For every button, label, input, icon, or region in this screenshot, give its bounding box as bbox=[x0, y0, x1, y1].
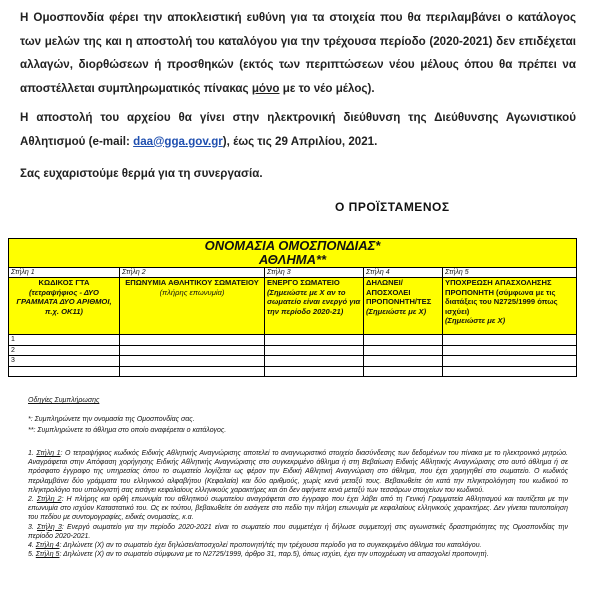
table-row bbox=[9, 356, 577, 367]
sport-heading: ΑΘΛΗΜΑ** bbox=[258, 252, 327, 267]
col-head-5-sub: (Σημειώστε με Χ) bbox=[445, 316, 506, 325]
col-head-5 bbox=[443, 278, 577, 335]
col-head-3-sub: (Σημειώστε με Χ αν το σωματείο είναι ενεργό για την περίοδο 2020-21) bbox=[267, 287, 361, 316]
row-cell[interactable] bbox=[120, 345, 265, 356]
table-title bbox=[9, 239, 577, 268]
row-cell[interactable] bbox=[364, 335, 443, 346]
row-cell[interactable] bbox=[265, 366, 364, 377]
instruction-label: Στήλη 2 bbox=[36, 496, 62, 504]
col-head-2-title: ΕΠΩΝΥΜΙΑ ΑΘΛΗΤΙΚΟΥ ΣΩΜΑΤΕΙΟΥ bbox=[125, 278, 259, 287]
para2-mid: ), έως τις bbox=[222, 134, 272, 148]
note-federation-name: *: Συμπληρώνετε την ονομασία της Ομοσπονδίας σας. bbox=[28, 416, 195, 423]
deadline-date: 29 Απριλίου, 2021 bbox=[275, 134, 375, 148]
instruction-text: : Δηλώνετε (Χ) αν το σωματείο σύμφωνα με το Ν2725/1999, άρθρο 31, παρ.5), όπως ισχύει, έχει την υποχρέωση να απασχολεί προπονητή. bbox=[59, 551, 489, 559]
instruction-item: 1. Στήλη 1: Ο τετραψήφιος κωδικός Ειδικής Αθλητικής Αναγνώρισης αποτελεί το αναγνωριστικό στοιχείο διασύνδεσης των δεδομένων του πίνακα με το ηλεκτρονικό μητρώο. Αναγράφεται στην Απόφαση χορήγησης Ειδικής Αθλητικής Αναγνώρισης στο συγκεκριμένο άθλημα ή στη Βεβαίωση Ειδικής Αθλητικής Αναγνώρισης στο αυτό άθλημα ή σε πρόσφατο έγγραφο της υπηρεσίας όπου το σωματείο λογίζεται ως φέρον την Ειδική Αθλητική Αναγνώριση στο άθλημα, που έχει χορηγηθεί στο σωματείο. Ο κωδικός περιλαμβάνει δύο γράμματα του ελληνικού αλφαβήτου (Κεφαλαία) και δύο αριθμούς, χωρίς κενά μεταξύ τους. Βεβαιωθείτε ότι κατά την πληκτρολόγηση του κωδικού το πληκτρολόγιο του υπολογιστή σας εισάγει κεφαλαίους ελληνικούς χαρακτήρες και ότι δεν αφήνετε κενά μεταξύ των τεσσάρων στοιχείων του κωδικού. bbox=[28, 450, 568, 494]
instruction-label: Στήλη 3 bbox=[37, 523, 62, 531]
paragraph-responsibility bbox=[20, 6, 576, 100]
signature-title: Ο ΠΡΟΪΣΤΑΜΕΝΟΣ bbox=[335, 200, 450, 214]
row-number[interactable]: 3 bbox=[9, 356, 120, 367]
row-cell[interactable] bbox=[364, 356, 443, 367]
instruction-text: : Ο τετραψήφιος κωδικός Ειδικής Αθλητικής Αναγνώρισης αποτελεί το αναγνωριστικό στοιχείο διασύνδεσης των δεδομένων του πίνακα με το ηλεκτρονικό μητρώο. Αναγράφεται στην Απόφαση χορήγησης Ειδικής Αθλητικής Αναγνώρισης στο συγκεκριμένο άθλημα ή στη Βεβαίωση Ειδικής Αθλητικής Αναγνώρισης στο αυτό άθλημα ή σε πρόσφατο έγγραφο της υπηρεσίας όπου το σωματείο λογίζεται ως φέρον την Ειδική Αθλητική Αναγνώριση στο άθλημα, που έχει χορηγηθεί στο σωματείο. Ο κωδικός περιλαμβάνει δύο γράμματα του ελληνικού αλφαβήτου (Κεφαλαία) και δύο αριθμούς, χωρίς κενά μεταξύ τους. Βεβαιωθείτε ότι κατά την πληκτρολόγηση του κωδικού το πληκτρολόγιο του υπολογιστή σας εισάγει κεφαλαίους ελληνικούς χαρακτήρες και ότι δεν αφήνετε κενά μεταξύ των τεσσάρων στοιχείων του κωδικού. bbox=[28, 450, 568, 494]
federation-name-heading: ΟΝΟΜΑΣΙΑ ΟΜΟΣΠΟΝΔΙΑΣ* bbox=[204, 238, 381, 253]
row-cell[interactable] bbox=[364, 366, 443, 377]
row-cell[interactable] bbox=[120, 366, 265, 377]
para2-start: Η αποστολή του αρχείου θα γίνει στην ηλεκτρονική διεύθυνση της Διεύθυνσης Αγωνιστικού Αθλητισμού (e-mail: bbox=[20, 111, 576, 148]
instructions-list bbox=[28, 449, 568, 559]
instruction-label: Στήλη 1 bbox=[36, 450, 61, 457]
row-cell[interactable] bbox=[265, 335, 364, 346]
paragraph-email-submission bbox=[20, 106, 576, 153]
col-head-5-title: ΥΠΟΧΡΕΩΣΗ ΑΠΑΣΧΟΛΗΣΗΣ ΠΡΟΠΟΝΗΤΗ (σύμφωνα με τις διατάξεις του Ν2725/1999 όπως ισχύει) bbox=[445, 278, 558, 316]
col-num-4: Στήλη 4 bbox=[364, 268, 443, 278]
col-head-1-sub: (τετραψήφιος - ΔΥΟ ΓΡΑΜΜΑΤΑ ΔΥΟ ΑΡΙΘΜΟΙ, π.χ. ΟΚ11) bbox=[16, 287, 112, 316]
table-row bbox=[9, 345, 577, 356]
row-cell[interactable] bbox=[443, 335, 577, 346]
col-head-4 bbox=[364, 278, 443, 335]
column-header-row bbox=[9, 278, 577, 335]
col-head-3 bbox=[265, 278, 364, 335]
col-num-3: Στήλη 3 bbox=[265, 268, 364, 278]
para1-underlined: μόνο bbox=[251, 81, 280, 95]
row-cell[interactable] bbox=[443, 356, 577, 367]
column-number-row bbox=[9, 268, 577, 278]
clubs-table bbox=[8, 238, 577, 377]
para1-end: με το νέο μέλος). bbox=[282, 81, 375, 95]
instruction-item: 5. Στήλη 5: Δηλώνετε (Χ) αν το σωματείο σύμφωνα με το Ν2725/1999, άρθρο 31, παρ.5), όπως ισχύει, έχει την υποχρέωση να απασχολεί προπονητή. bbox=[28, 551, 489, 559]
instruction-text: : Ενεργό σωματείο για την περίοδο 2020-2021 είναι το σωματείο που συμμετέχει ή δήλωσε συμμετοχή στις αγωνιστικές δραστηριότητες της Ομοσπονδίας την περίοδο 2020-2021. bbox=[28, 523, 568, 540]
table-row bbox=[9, 335, 577, 346]
email-link[interactable]: daa@gga.gov.gr bbox=[133, 134, 223, 148]
col-num-2: Στήλη 2 bbox=[120, 268, 265, 278]
row-number[interactable]: 2 bbox=[9, 345, 120, 356]
row-cell[interactable] bbox=[443, 345, 577, 356]
col-head-3-title: ΕΝΕΡΓΟ ΣΩΜΑΤΕΙΟ bbox=[267, 278, 340, 287]
note-sport: **: Συμπληρώνετε το άθλημα στο οποίο αναφέρεται ο κατάλογος. bbox=[28, 427, 227, 434]
col-num-5: Στήλη 5 bbox=[443, 268, 577, 278]
row-cell[interactable] bbox=[120, 335, 265, 346]
col-head-2 bbox=[120, 278, 265, 335]
row-cell[interactable] bbox=[443, 366, 577, 377]
col-head-4-title: ΔΗΛΩΝΕΙ/ ΑΠΟΣΧΟΛΕΙ ΠΡΟΠΟΝΗΤΗ/ΤΕΣ bbox=[366, 278, 432, 306]
instruction-item: 3. Στήλη 3: Ενεργό σωματείο για την περίοδο 2020-2021 είναι το σωματείο που συμμετέχει ή δήλωσε συμμετοχή στις αγωνιστικές δραστηριότητες της Ομοσπονδίας την περίοδο 2020-2021. bbox=[28, 523, 568, 540]
paragraph-thanks: Σας ευχαριστούμε θερμά για τη συνεργασία. bbox=[20, 167, 263, 180]
col-head-4-sub: (Σημειώστε με Χ) bbox=[366, 306, 427, 316]
instructions-title: Οδηγίες Συμπλήρωσης bbox=[28, 397, 100, 404]
table-row bbox=[9, 366, 577, 377]
instruction-text: : Δηλώνετε (Χ) αν το σωματείο έχει δηλώσει/αποσχολεί προπονητή/τές την τρέχουσα περίοδο για το συγκεκριμένο άθλημα του καταλόγου. bbox=[59, 542, 482, 550]
row-number[interactable] bbox=[9, 366, 120, 377]
instruction-text: : Η πλήρης και ορθή επωνυμία του αθλητικού σωματείου αναγράφεται στο έγγραφο που έχει λάβει από τη Γενική Γραμματεία Αθλητισμού και ταυτίζεται με την επωνυμία στο ισχύον Καταστατικό του. Ως εκ τούτου, βεβαιωθείτε ότι εισάγετε στο πεδίο την πλήρη επωνυμία με κεφαλαίους ελληνικούς χαρακτήρες. Δεν γίνεται ταυτοποίηση του πεδίου με συντομογραφίες, ειδικές ονομασίες, κ.α. bbox=[28, 496, 568, 522]
para1-text: Η Ομοσπονδία φέρει την αποκλειστική ευθύνη για τα στοιχεία που θα περιλαμβάνει ο κατάλογος των μελών της και η αποστολή του καταλόγου για την τρέχουσα περίοδο (2020-2021) δεν επιδέχεται αλλαγών, διορθώσεων ή προσθηκών (εκτός των περιπτώσεων νέου μέλους όπου θα πρέπει να αποστέλλεται συμπληρωματικός πίνακας bbox=[20, 11, 576, 95]
col-head-1-title: ΚΩΔΙΚΟΣ ΓΤΑ bbox=[38, 278, 90, 287]
instruction-label: Στήλη 4 bbox=[35, 542, 60, 550]
instruction-item: 2. Στήλη 2: Η πλήρης και ορθή επωνυμία του αθλητικού σωματείου αναγράφεται στο έγγραφο που έχει λάβει από τη Γενική Γραμματεία Αθλητισμού και ταυτίζεται με την επωνυμία στο ισχύον Καταστατικό του. Ως εκ τούτου, βεβαιωθείτε ότι εισάγετε στο πεδίο την πλήρη επωνυμία με κεφαλαίους ελληνικούς χαρακτήρες. Δεν γίνεται ταυτοποίηση του πεδίου με συντομογραφίες, ειδικές ονομασίες, κ.α. bbox=[28, 496, 568, 522]
row-cell[interactable] bbox=[120, 356, 265, 367]
para2-end: . bbox=[374, 134, 378, 148]
col-head-1 bbox=[9, 278, 120, 335]
row-cell[interactable] bbox=[265, 345, 364, 356]
row-cell[interactable] bbox=[364, 345, 443, 356]
instruction-label: Στήλη 5 bbox=[35, 551, 60, 559]
col-num-1: Στήλη 1 bbox=[9, 268, 120, 278]
row-cell[interactable] bbox=[265, 356, 364, 367]
instruction-item: 4. Στήλη 4: Δηλώνετε (Χ) αν το σωματείο έχει δηλώσει/αποσχολεί προπονητή/τές την τρέχουσα περίοδο για το συγκεκριμένο άθλημα του καταλόγου. bbox=[28, 542, 482, 550]
row-number[interactable]: 1 bbox=[9, 335, 120, 346]
col-head-2-sub: (πλήρης επωνυμία) bbox=[159, 287, 225, 297]
